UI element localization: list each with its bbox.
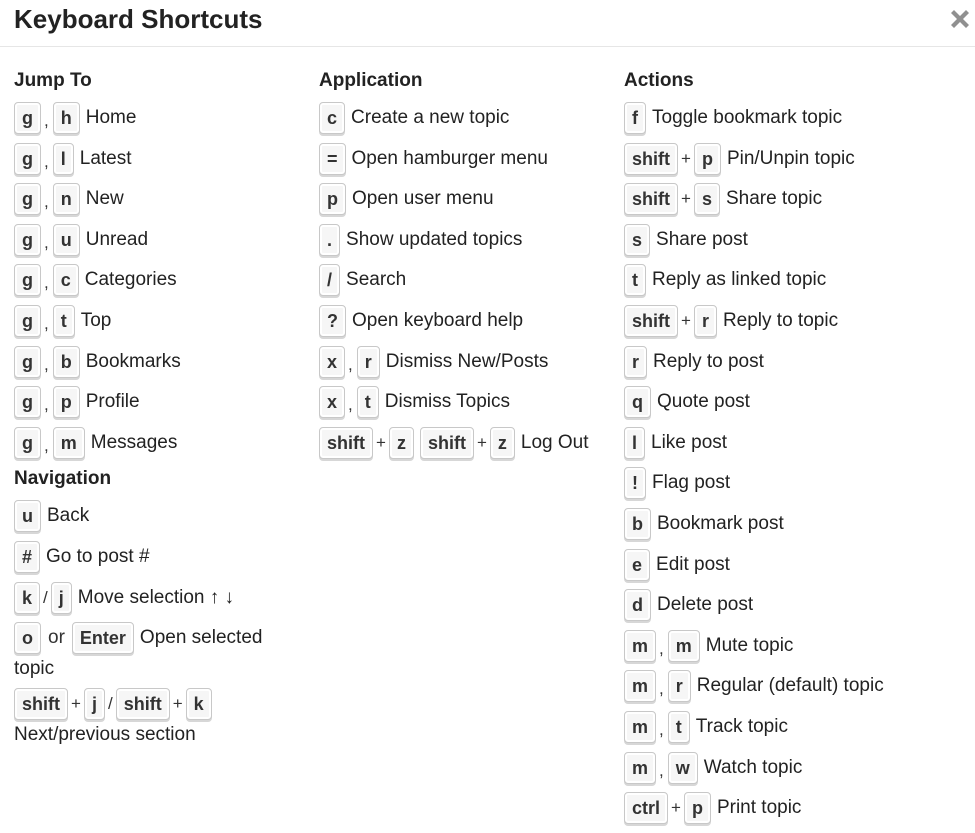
- key-cap: n: [53, 183, 80, 215]
- shortcut-row-search: [319, 263, 619, 297]
- key-cap: k: [186, 688, 212, 720]
- shortcut-row-bookmark-post: [624, 507, 974, 541]
- section-title-application: Application: [319, 70, 423, 91]
- shortcut-row-new: [14, 182, 304, 216]
- key-cap: x: [319, 386, 345, 418]
- modal-header: [0, 0, 975, 47]
- key-cap: t: [668, 711, 690, 743]
- key-cap: j: [84, 688, 105, 720]
- shortcut-row-like-post: [624, 426, 974, 460]
- shortcut-row-reply-post: [624, 345, 974, 379]
- key-cap: m: [624, 670, 656, 702]
- key-cap: c: [319, 102, 345, 134]
- key-cap: /: [319, 264, 340, 296]
- key-cap: r: [624, 346, 647, 378]
- key-separator: +: [172, 694, 183, 714]
- shortcut-row-share-topic: [624, 182, 974, 216]
- key-separator: ,: [44, 151, 49, 171]
- shortcut-row-reply-linked-topic: [624, 263, 974, 297]
- key-cap: !: [624, 467, 646, 499]
- shortcut-description: Reply to topic: [722, 309, 839, 331]
- key-separator: +: [681, 189, 691, 209]
- shortcut-row-categories: [14, 263, 304, 297]
- key-cap: g: [14, 305, 41, 337]
- key-cap: c: [53, 264, 79, 296]
- shortcut-description: Open user menu: [352, 188, 494, 210]
- key-cap: x: [319, 346, 345, 378]
- shortcut-row-edit-post: [624, 548, 974, 582]
- key-cap: shift: [420, 427, 474, 459]
- key-cap: =: [319, 143, 346, 175]
- key-cap: o: [14, 622, 41, 654]
- shortcut-row-flag-post: [624, 466, 974, 500]
- shortcut-description: Regular (default) topic: [696, 675, 884, 697]
- key-cap: p: [53, 386, 80, 418]
- key-separator: ,: [348, 395, 353, 415]
- shortcut-row-reply-topic: [624, 304, 974, 338]
- shortcut-description: Watch topic: [703, 756, 803, 778]
- shortcut-description: Search: [346, 269, 407, 291]
- column-jump-navigation: [14, 68, 304, 754]
- shortcut-row-move-selection: [14, 581, 304, 615]
- shortcut-row-goto-post: [14, 540, 304, 574]
- shortcut-row-updated-topics: [319, 223, 619, 257]
- key-separator: ,: [659, 760, 664, 780]
- shortcut-description: Reply to post: [653, 350, 764, 372]
- shortcut-description: Like post: [651, 431, 728, 453]
- key-cap: Enter: [72, 622, 134, 654]
- shortcut-description: Quote post: [657, 391, 750, 413]
- key-separator: or: [48, 627, 65, 649]
- shortcut-description: Home: [85, 107, 137, 128]
- key-cap: r: [357, 346, 380, 378]
- key-cap: g: [14, 427, 41, 459]
- key-cap: g: [14, 183, 41, 215]
- shortcut-description: Share topic: [725, 188, 823, 210]
- shortcut-description: Profile: [85, 391, 140, 413]
- key-separator: ,: [44, 192, 49, 212]
- key-cap: g: [14, 386, 41, 418]
- key-separator: ,: [348, 354, 353, 374]
- key-separator: ,: [44, 395, 49, 415]
- key-separator: +: [476, 432, 487, 452]
- key-cap: .: [319, 224, 340, 256]
- key-cap: k: [14, 582, 40, 614]
- key-cap: g: [14, 264, 41, 296]
- shortcut-row-next-previous-section: [14, 687, 304, 747]
- key-cap: s: [624, 224, 650, 256]
- key-cap: w: [668, 752, 698, 784]
- shortcut-description: Go to post #: [46, 545, 150, 567]
- key-cap: l: [53, 143, 74, 175]
- key-cap: ?: [319, 305, 346, 337]
- key-cap: m: [668, 630, 700, 662]
- shortcut-description: Print topic: [716, 797, 802, 819]
- shortcut-description: Back: [47, 505, 90, 527]
- key-cap: shift: [319, 427, 373, 459]
- shortcut-description: Toggle bookmark topic: [652, 107, 843, 128]
- shortcut-row-toggle-bookmark-topic: [624, 101, 974, 135]
- shortcut-row-back: [14, 499, 304, 533]
- shortcut-keys-line: [14, 621, 262, 655]
- key-cap: shift: [14, 688, 68, 720]
- key-separator: +: [671, 798, 681, 818]
- shortcut-description-continued: topic: [14, 658, 55, 680]
- key-cap: #: [14, 541, 40, 573]
- key-cap: q: [624, 386, 651, 418]
- shortcut-description: Top: [80, 309, 112, 331]
- key-separator: ,: [44, 111, 49, 130]
- shortcut-description: Show updated topics: [346, 228, 523, 250]
- key-cap: g: [14, 224, 41, 256]
- shortcut-row-profile: [14, 385, 304, 419]
- key-cap: z: [389, 427, 414, 459]
- key-separator: ,: [44, 232, 49, 252]
- shortcut-row-delete-post: [624, 588, 974, 622]
- key-cap: shift: [624, 143, 678, 175]
- shortcut-description: Open keyboard help: [352, 309, 524, 331]
- shortcut-row-log-out: [319, 426, 619, 460]
- shortcut-description: Share post: [656, 228, 748, 250]
- key-cap: m: [53, 427, 85, 459]
- key-cap: shift: [624, 183, 678, 215]
- shortcut-description: Delete post: [657, 594, 754, 616]
- key-cap: p: [319, 183, 346, 215]
- key-cap: r: [668, 670, 691, 702]
- key-cap: j: [51, 582, 72, 614]
- shortcut-description: Categories: [84, 269, 177, 291]
- key-cap: r: [694, 305, 717, 337]
- shortcut-row-track-topic: [624, 710, 974, 744]
- key-cap: m: [624, 752, 656, 784]
- shortcut-description: Bookmark post: [657, 512, 784, 534]
- shortcut-row-unread: [14, 223, 304, 257]
- key-cap: l: [624, 427, 645, 459]
- shortcut-description: Flag post: [652, 472, 731, 494]
- key-cap: u: [14, 500, 41, 532]
- shortcut-description: Bookmarks: [85, 350, 181, 372]
- shortcut-row-print-topic: [624, 791, 974, 825]
- key-cap: g: [14, 102, 41, 134]
- shortcut-description: Next/previous section: [14, 724, 196, 746]
- key-separator: ,: [659, 719, 664, 739]
- key-separator: ,: [44, 273, 49, 293]
- key-cap: b: [53, 346, 80, 378]
- key-separator: ,: [44, 435, 49, 455]
- shortcut-row-quote-post: [624, 385, 974, 419]
- shortcut-description: Edit post: [656, 553, 730, 575]
- close-icon: [947, 6, 973, 32]
- key-cap: m: [624, 630, 656, 662]
- key-separator: /: [107, 694, 113, 714]
- shortcut-row-watch-topic: [624, 751, 974, 785]
- key-cap: t: [357, 386, 379, 418]
- section-title-jump-to: Jump To: [14, 70, 92, 91]
- shortcut-description: Move selection ↑ ↓: [77, 586, 235, 608]
- key-cap: b: [624, 508, 651, 540]
- shortcut-description: Track topic: [695, 715, 788, 737]
- shortcut-description: Messages: [90, 431, 178, 453]
- shortcut-row-dismiss-topics: [319, 385, 619, 419]
- shortcut-description: Mute topic: [705, 634, 794, 656]
- shortcut-row-open-selected: [14, 621, 304, 681]
- shortcut-keys-line: [14, 687, 212, 721]
- key-cap: shift: [624, 305, 678, 337]
- shortcut-row-home: [14, 101, 304, 135]
- section-title-actions: Actions: [624, 70, 694, 91]
- modal-title: Keyboard Shortcuts: [14, 4, 263, 34]
- key-cap: m: [624, 711, 656, 743]
- key-cap: ctrl: [624, 792, 668, 824]
- key-separator: /: [43, 587, 48, 607]
- key-separator: +: [681, 310, 691, 330]
- shortcut-row-share-post: [624, 223, 974, 257]
- shortcut-row-bookmarks: [14, 345, 304, 379]
- key-cap: u: [53, 224, 80, 256]
- key-separator: +: [376, 432, 386, 452]
- shortcut-description: Create a new topic: [351, 107, 510, 128]
- shortcut-description: Dismiss Topics: [384, 391, 511, 413]
- shortcut-description: Reply as linked topic: [652, 269, 827, 291]
- key-cap: shift: [116, 688, 170, 720]
- shortcut-row-keyboard-help: [319, 304, 619, 338]
- key-cap: t: [624, 264, 646, 296]
- shortcut-row-hamburger-menu: [319, 142, 619, 176]
- key-cap: h: [53, 102, 80, 134]
- shortcut-description: Pin/Unpin topic: [726, 147, 855, 169]
- key-cap: s: [694, 183, 720, 215]
- key-cap: g: [14, 143, 41, 175]
- key-cap: d: [624, 589, 651, 621]
- shortcut-row-pin-topic: [624, 142, 974, 176]
- key-separator: ,: [659, 679, 664, 699]
- shortcut-row-dismiss-new: [319, 345, 619, 379]
- shortcut-row-regular-topic: [624, 669, 974, 703]
- key-cap: g: [14, 346, 41, 378]
- shortcut-row-latest: [14, 142, 304, 176]
- shortcut-row-messages: [14, 426, 304, 460]
- shortcut-row-mute-topic: [624, 629, 974, 663]
- shortcut-description: Open hamburger menu: [351, 147, 548, 169]
- key-cap: t: [53, 305, 75, 337]
- key-separator: ,: [44, 354, 49, 374]
- key-separator: ,: [659, 638, 664, 658]
- close-button[interactable]: [947, 6, 973, 32]
- shortcut-row-create-topic: [319, 101, 619, 135]
- key-cap: z: [490, 427, 515, 459]
- shortcut-description: Unread: [85, 228, 149, 250]
- shortcut-description: Latest: [79, 147, 132, 169]
- shortcut-description: Open selected: [139, 627, 263, 649]
- column-actions: [624, 68, 974, 832]
- shortcut-description: Dismiss New/Posts: [385, 350, 549, 372]
- key-cap: e: [624, 549, 650, 581]
- shortcut-row-top: [14, 304, 304, 338]
- column-application: [319, 68, 619, 466]
- shortcut-description: New: [85, 188, 124, 210]
- key-cap: f: [624, 102, 646, 134]
- section-title-navigation: Navigation: [14, 468, 112, 490]
- shortcut-description: Log Out: [520, 431, 589, 453]
- key-separator: +: [681, 148, 691, 168]
- key-cap: p: [684, 792, 711, 824]
- key-separator: +: [71, 694, 81, 714]
- key-separator: ,: [44, 313, 49, 333]
- key-cap: p: [694, 143, 721, 175]
- shortcut-row-user-menu: [319, 182, 619, 216]
